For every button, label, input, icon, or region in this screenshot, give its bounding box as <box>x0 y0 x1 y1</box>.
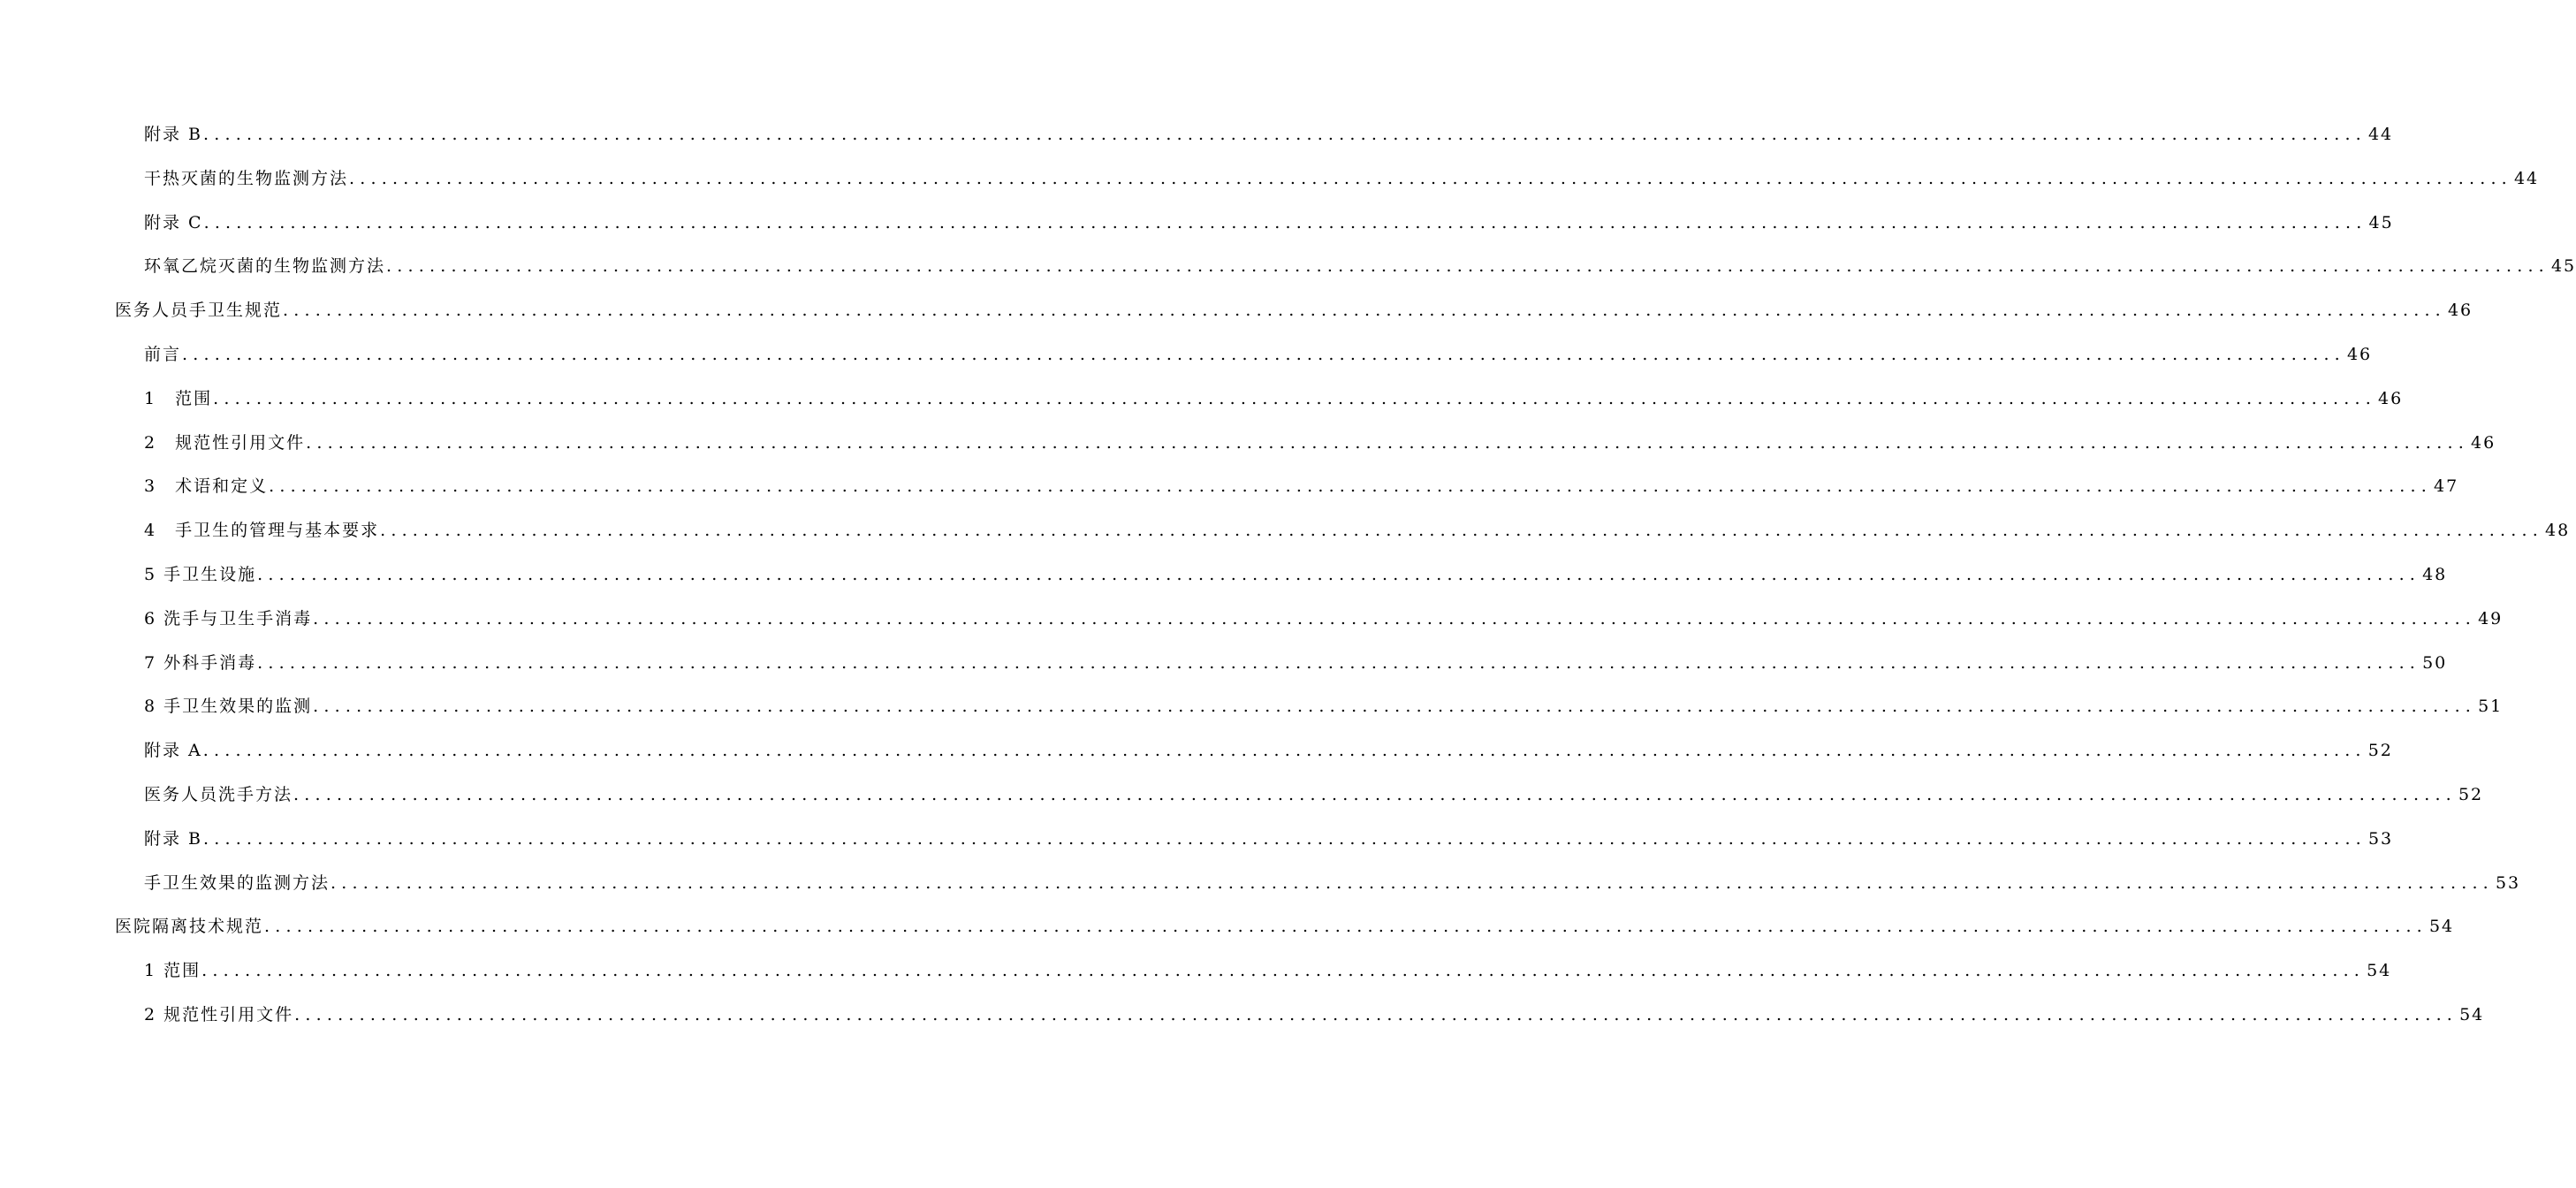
toc-entry[interactable] <box>0 693 2504 737</box>
toc-entry[interactable] <box>0 1001 2485 1046</box>
toc-dot-leader: ........................................................................................................................................................................................................ <box>264 917 2428 937</box>
toc-entry-title: 7 外科手消毒 <box>144 652 257 673</box>
toc-dot-leader: ........................................................................................................................................................................................................ <box>203 125 2367 144</box>
toc-entry-title: 前言 <box>144 344 182 364</box>
toc-entry[interactable] <box>0 870 2521 914</box>
toc-entry-title: 8 手卫生效果的监测 <box>144 697 313 717</box>
toc-entry-page-number: 54 <box>2459 1004 2485 1024</box>
toc-entry[interactable] <box>0 341 2373 385</box>
toc-dot-leader: ........................................................................................................................................................................................................ <box>201 961 2366 981</box>
toc-entry-page-number: 49 <box>2478 608 2504 628</box>
toc-entry-page-number: 52 <box>2367 741 2393 761</box>
toc-entry-page-number: 52 <box>2458 784 2484 804</box>
toc-entry-title: 5 手卫生设施 <box>144 564 257 584</box>
toc-entry-page-number: 53 <box>2495 872 2521 893</box>
toc-entry[interactable] <box>0 253 2576 297</box>
toc-entry-title: 附录 B <box>144 828 203 849</box>
toc-entry-page-number: 46 <box>2447 301 2473 321</box>
toc-entry-title: 2 规范性引用文件 <box>144 432 306 453</box>
toc-entry-page-number: 48 <box>2545 521 2571 541</box>
toc-entry[interactable] <box>0 297 2473 341</box>
toc-dot-leader: ........................................................................................................................................................................................................ <box>283 301 2446 321</box>
toc-dot-leader: ........................................................................................................................................................................................................ <box>293 784 2457 804</box>
toc-dot-leader: ........................................................................................................................................................................................................ <box>269 476 2433 497</box>
toc-entry-page-number: 44 <box>2513 168 2540 188</box>
toc-entry-page-number: 54 <box>2367 961 2392 981</box>
toc-entry-title: 3 术语和定义 <box>144 476 269 497</box>
toc-entry-page-number: 46 <box>2346 344 2373 364</box>
toc-entry[interactable] <box>0 385 2404 430</box>
toc-dot-leader: ........................................................................................................................................................................................................ <box>202 741 2367 761</box>
toc-entry-title: 手卫生效果的监测方法 <box>144 872 331 893</box>
toc-entry[interactable] <box>0 561 2448 605</box>
toc-dot-leader: ........................................................................................................................................................................................................ <box>182 344 2345 364</box>
toc-dot-leader: ........................................................................................................................................................................................................ <box>257 652 2421 673</box>
toc-entry[interactable] <box>0 121 2394 165</box>
toc-dot-leader: ........................................................................................................................................................................................................ <box>349 168 2512 188</box>
toc-entry-title: 医院隔离技术规范 <box>115 917 264 937</box>
toc-entry-title: 医务人员手卫生规范 <box>115 301 283 321</box>
toc-entry-page-number: 46 <box>2471 432 2496 453</box>
toc-dot-leader: ........................................................................................................................................................................................................ <box>313 608 2477 628</box>
toc-entry[interactable] <box>0 517 2571 561</box>
toc-entry-title: 附录 B <box>144 125 203 144</box>
toc-entry[interactable] <box>0 737 2393 781</box>
toc-entry-title: 1 范围 <box>144 961 201 981</box>
toc-dot-leader: ........................................................................................................................................................................................................ <box>203 212 2367 232</box>
toc-entry[interactable] <box>0 605 2504 650</box>
toc-entry-page-number: 53 <box>2367 828 2394 849</box>
toc-entry[interactable] <box>0 913 2455 957</box>
toc-entry-title: 6 洗手与卫生手消毒 <box>144 608 313 628</box>
toc-entry-title: 附录 A <box>144 741 202 761</box>
toc-dot-leader: ........................................................................................................................................................................................................ <box>386 256 2549 277</box>
toc-dot-leader: ........................................................................................................................................................................................................ <box>306 432 2470 453</box>
toc-entry-title: 医务人员洗手方法 <box>144 784 293 804</box>
toc-dot-leader: ........................................................................................................................................................................................................ <box>380 521 2544 541</box>
toc-entry-page-number: 51 <box>2478 697 2504 717</box>
toc-dot-leader: ........................................................................................................................................................................................................ <box>294 1004 2458 1024</box>
toc-entry[interactable] <box>0 165 2540 209</box>
toc-entry-page-number: 48 <box>2422 564 2448 584</box>
toc-entry-page-number: 50 <box>2422 652 2448 673</box>
toc-entry[interactable] <box>0 209 2394 254</box>
toc-entry-title: 4 手卫生的管理与基本要求 <box>144 521 380 541</box>
toc-entry-page-number: 45 <box>2368 212 2394 232</box>
toc-dot-leader: ........................................................................................................................................................................................................ <box>203 828 2367 849</box>
toc-entry[interactable] <box>0 650 2448 694</box>
toc-entry[interactable] <box>0 781 2484 826</box>
toc-dot-leader: ........................................................................................................................................................................................................ <box>331 872 2494 893</box>
toc-entry-title: 2 规范性引用文件 <box>144 1004 294 1024</box>
table-of-contents <box>0 121 2576 1046</box>
toc-entry-page-number: 45 <box>2550 256 2576 277</box>
toc-entry-page-number: 47 <box>2434 476 2459 497</box>
toc-entry-page-number: 46 <box>2378 388 2404 408</box>
toc-entry-title: 干热灭菌的生物监测方法 <box>144 168 349 188</box>
toc-dot-leader: ........................................................................................................................................................................................................ <box>257 564 2421 584</box>
toc-entry[interactable] <box>0 473 2459 517</box>
toc-entry-title: 环氧乙烷灭菌的生物监测方法 <box>144 256 386 277</box>
toc-entry-title: 1 范围 <box>144 388 213 408</box>
toc-entry-page-number: 44 <box>2367 125 2394 144</box>
toc-entry[interactable] <box>0 957 2392 1001</box>
toc-dot-leader: ........................................................................................................................................................................................................ <box>313 697 2477 717</box>
toc-entry[interactable] <box>0 430 2496 474</box>
toc-entry-title: 附录 C <box>144 212 203 232</box>
toc-entry-page-number: 54 <box>2428 917 2455 937</box>
toc-entry[interactable] <box>0 826 2394 870</box>
toc-dot-leader: ........................................................................................................................................................................................................ <box>213 388 2377 408</box>
